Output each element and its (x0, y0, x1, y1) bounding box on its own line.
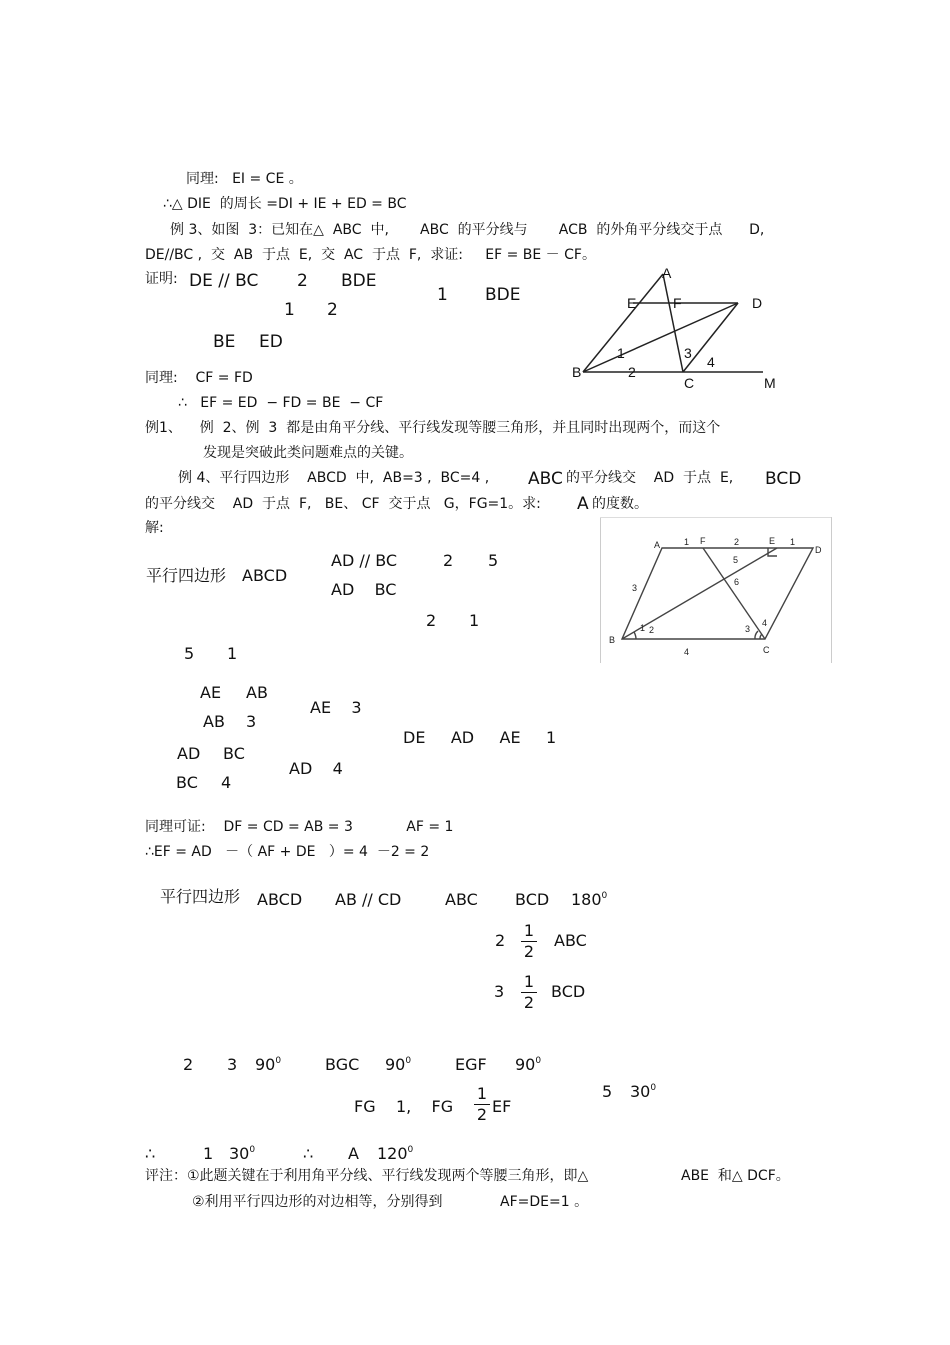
angle-5-label: 5 (733, 555, 739, 565)
math-text: BGC (325, 1055, 360, 1074)
math-text: BE (213, 332, 236, 352)
math-text: ABCD (242, 566, 288, 585)
angle-1-label: 1 (640, 623, 646, 633)
fraction-denominator: 2 (476, 1105, 488, 1124)
math-number: 90 (255, 1055, 276, 1074)
math-text: 2 (297, 271, 308, 291)
math-text: A (577, 494, 589, 514)
segment-ed-label: 1 (790, 537, 796, 547)
math-number: 180 (571, 890, 602, 909)
superscript: 0 (275, 1056, 282, 1066)
math-text: AE (200, 683, 222, 702)
math-text: ABC (528, 469, 563, 489)
math-text: ∴ (303, 1144, 314, 1163)
fraction-denominator: 2 (523, 942, 535, 961)
text-line: 同理: CF = FD (145, 370, 253, 386)
superscript: 0 (535, 1056, 542, 1066)
label-m: M (764, 375, 776, 391)
label-a: A (662, 265, 672, 281)
text-label: 证明: (145, 271, 178, 287)
line-ac (663, 274, 683, 372)
label-f: F (673, 295, 682, 311)
segment-ab-label: 3 (632, 583, 638, 593)
fraction-half (474, 1085, 490, 1124)
angle-arc-c2 (760, 634, 762, 639)
math-text: AD // BC (331, 551, 398, 570)
math-text: A (348, 1144, 359, 1163)
math-text: 3 (227, 1055, 238, 1074)
math-text (229, 1146, 255, 1162)
text-line: ∴ EF = ED − FD = BE − CF (178, 395, 384, 411)
text-line: 同理: EI = CE 。 (186, 171, 303, 187)
note-line: ②利用平行四边形的对边相等，分别得到 (192, 1194, 443, 1210)
label-b: B (572, 364, 582, 380)
math-text: ABC (554, 931, 587, 950)
math-text: 1 (437, 285, 448, 305)
superscript: 0 (601, 891, 608, 901)
math-text: AB (246, 683, 268, 702)
fraction-half (521, 922, 537, 961)
math-number: 90 (385, 1055, 406, 1074)
label-d: D (815, 545, 822, 555)
math-text: BCD (765, 469, 802, 489)
label-a: A (654, 540, 661, 550)
label-f: F (700, 536, 706, 546)
math-number: 120 (377, 1144, 408, 1163)
math-text: ∴ (145, 1144, 156, 1163)
math-text: 3 (246, 712, 257, 731)
note-line: ABE 和△ DCF。 (681, 1168, 790, 1184)
math-text: EF (492, 1097, 512, 1116)
math-text: 1 (203, 1144, 214, 1163)
math-text: DE // BC (189, 271, 259, 291)
text-line: 发现是突破此类问题难点的关键。 (203, 445, 413, 461)
math-text: AD (177, 744, 201, 763)
math-number: 90 (515, 1055, 536, 1074)
math-text: 2 (495, 931, 506, 950)
text-line: ∴△ DIE 的周长 =DI + IE + ED = BC (163, 196, 407, 212)
math-text: 5 (488, 551, 499, 570)
math-text (571, 892, 607, 908)
label-b: B (609, 635, 616, 645)
angle-2-label: 2 (628, 364, 636, 380)
math-text: 平行四边形 (160, 887, 241, 906)
math-text: 2 (327, 300, 338, 320)
text-line: 的平分线交 AD 于点 F, BE、 CF 交于点 G，FG=1。求: (145, 496, 541, 512)
math-text: AB // CD (335, 890, 402, 909)
math-text: BCD (515, 890, 550, 909)
superscript: 0 (407, 1145, 414, 1155)
angle-arc-c (755, 631, 758, 639)
superscript: 0 (650, 1083, 657, 1093)
text-line: ∴EF = AD －（ AF + DE ）= 4 －2 = 2 (145, 844, 430, 860)
math-text: ABC (445, 890, 478, 909)
math-text: 1 (227, 644, 238, 663)
math-text: ABCD (257, 890, 303, 909)
note-line: AF=DE=1 。 (500, 1194, 589, 1210)
text-line: 例 3、如图 3：已知在△ ABC 中, ABC 的平分线与 ACB 的外角平分线交于点 D, (170, 222, 765, 238)
figure-4-diagram (600, 517, 832, 663)
text-line: 例1、 例 2、例 3 都是由角平分线、平行线发现等腰三角形，并且同时出现两个，而这个 (145, 420, 721, 436)
segment-af-label: 1 (684, 537, 690, 547)
math-text: 2 (183, 1055, 194, 1074)
text-line: DE//BC , 交 AB 于点 E, 交 AC 于点 F, 求证: EF = BE － CF。 (145, 247, 596, 263)
math-text: DE AD AE 1 (403, 728, 557, 747)
segment-fe-label: 2 (734, 537, 740, 547)
math-text: 平行四边形 (146, 566, 227, 585)
fraction-numerator: 1 (523, 921, 535, 940)
figure-3-diagram (565, 262, 785, 397)
text-line: 例 4、平行四边形 ABCD 中, AB=3 , BC=4 , (178, 470, 490, 486)
math-text (385, 1057, 411, 1073)
math-text: BDE (485, 285, 521, 305)
math-text (255, 1057, 281, 1073)
fraction-half (521, 973, 537, 1012)
note-line: 评注：①此题关键在于利用角平分线、平行线发现两个等腰三角形，即△ (145, 1168, 589, 1184)
math-text: BDE (341, 271, 377, 291)
math-text: AE 3 (310, 698, 362, 717)
math-text (377, 1146, 413, 1162)
math-text: 5 (184, 644, 195, 663)
math-number: 30 (229, 1144, 250, 1163)
angle-arc-b (634, 632, 636, 639)
angle-3-label: 3 (684, 345, 692, 361)
math-text: 5 (602, 1082, 613, 1101)
line-be (622, 548, 777, 639)
superscript: 0 (249, 1145, 256, 1155)
math-text: FG 1, FG (354, 1097, 454, 1116)
angle-3-label: 3 (745, 624, 751, 634)
text-line: 的度数。 (592, 496, 648, 512)
label-e: E (627, 295, 637, 311)
text-line: 的平分线交 AD 于点 E, (566, 470, 734, 486)
label-c: C (684, 375, 695, 391)
angle-1-label: 1 (617, 345, 625, 361)
math-text (630, 1084, 656, 1100)
label-g: 6 (734, 577, 740, 587)
math-number: 30 (630, 1082, 651, 1101)
math-text: AD 4 (289, 759, 343, 778)
math-text: 4 (221, 773, 232, 792)
fraction-numerator: 1 (523, 972, 535, 991)
angle-4-label: 4 (762, 618, 768, 628)
text-line: 同理可证: DF = CD = AB = 3 AF = 1 (145, 819, 454, 835)
math-text: AB (203, 712, 225, 731)
text-label: 解: (145, 520, 164, 536)
math-text (515, 1057, 541, 1073)
math-text: 1 (284, 300, 295, 320)
math-text: AD BC (331, 580, 397, 599)
math-text: 1 (469, 611, 480, 630)
math-text: EGF (455, 1055, 487, 1074)
math-text: BCD (551, 982, 586, 1001)
math-text: BC (223, 744, 245, 763)
segment-bc-label: 4 (684, 647, 690, 657)
fraction-numerator: 1 (476, 1084, 488, 1103)
angle-2-label: 2 (649, 625, 655, 635)
label-c: C (763, 645, 770, 655)
label-d: D (752, 295, 763, 311)
math-text: BC (176, 773, 198, 792)
math-text: 2 (426, 611, 437, 630)
math-text: 3 (494, 982, 505, 1001)
label-e: E (769, 536, 776, 546)
math-text: 2 (443, 551, 454, 570)
math-text: ED (259, 332, 283, 352)
angle-4-label: 4 (707, 354, 715, 370)
fraction-denominator: 2 (523, 993, 535, 1012)
superscript: 0 (405, 1056, 412, 1066)
